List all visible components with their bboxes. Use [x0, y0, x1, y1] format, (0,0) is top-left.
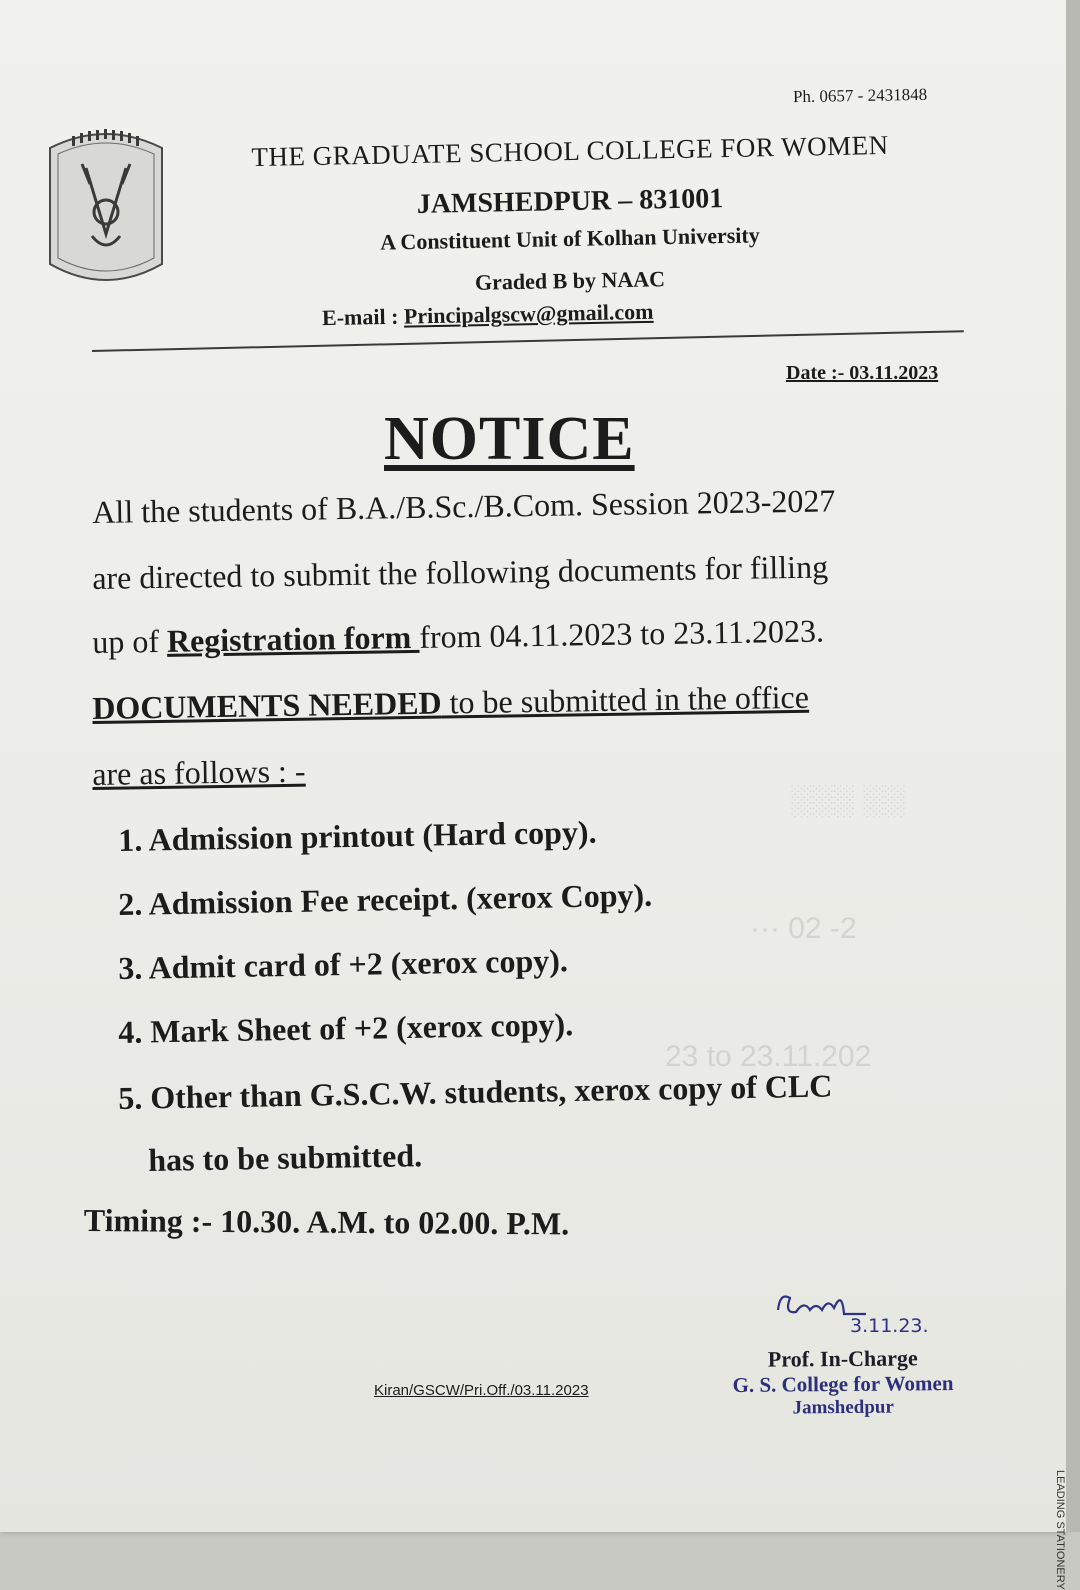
document-item: 3. Admit card of +2 (xerox copy). [118, 942, 569, 986]
phone-number: Ph. 0657 - 2431848 [792, 84, 928, 107]
registration-form-text: Registration form [166, 618, 420, 659]
notice-line-3-end: from 04.11.2023 to 23.11.2023. [418, 612, 825, 655]
notice-line-1: All the students of B.A./B.Sc./B.Com. Session 2023-2027 [92, 482, 836, 530]
stamp-college: G. S. College for Women [732, 1371, 954, 1397]
college-city: JAMSHEDPUR – 831001 [416, 183, 724, 220]
notice-line-3-start: up of [92, 622, 168, 660]
document-item: 4. Mark Sheet of +2 (xerox copy). [118, 1006, 574, 1050]
document-item-continued: has to be submitted. [148, 1137, 423, 1178]
document-item: 1. Admission printout (Hard copy). [118, 813, 597, 858]
background-surface [1066, 0, 1080, 1532]
naac-grade: Graded B by NAAC [474, 266, 666, 295]
college-logo-icon [44, 124, 168, 290]
show-through: ░░░ ░░ [790, 784, 905, 817]
stamp-city: Jamshedpur [792, 1396, 894, 1419]
notice-date: Date :- 03.11.2023 [786, 362, 939, 384]
email-address: Principalgscw@gmail.com [403, 298, 654, 329]
signature-icon [770, 1280, 970, 1340]
official-stamp [712, 1345, 975, 1420]
stamp-title: Prof. In-Charge [767, 1345, 918, 1372]
email-label: E-mail : [321, 303, 405, 331]
signature-date: 3.11.23. [850, 1315, 929, 1337]
document-item: 5. Other than G.S.C.W. students, xerox copy of CLC [118, 1067, 833, 1116]
document-item: 2. Admission Fee receipt. (xerox Copy). [118, 876, 653, 922]
notice-line-5: are as follows : - [92, 752, 306, 792]
notice-line-2: are directed to submit the following documents for filling [92, 548, 829, 596]
office-timing: Timing :- 10.30. A.M. to 02.00. P.M. [83, 1202, 570, 1242]
university-affiliation: A Constituent Unit of Kolhan University [380, 222, 760, 255]
documents-needed-heading: DOCUMENTS NEEDED [92, 684, 442, 726]
side-print-text: LEADING STATIONERY [1054, 1470, 1066, 1590]
reference-number: Kiran/GSCW/Pri.Off./03.11.2023 [374, 1382, 589, 1399]
show-through: 23 to 23.11.202 [665, 1040, 872, 1073]
show-through: ··· 02 -2 [750, 912, 857, 945]
notice-line-4-rest: to be submitted in the office [441, 678, 810, 721]
college-name: THE GRADUATE SCHOOL COLLEGE FOR WOMEN [251, 129, 889, 173]
notice-title: NOTICE [384, 405, 635, 473]
